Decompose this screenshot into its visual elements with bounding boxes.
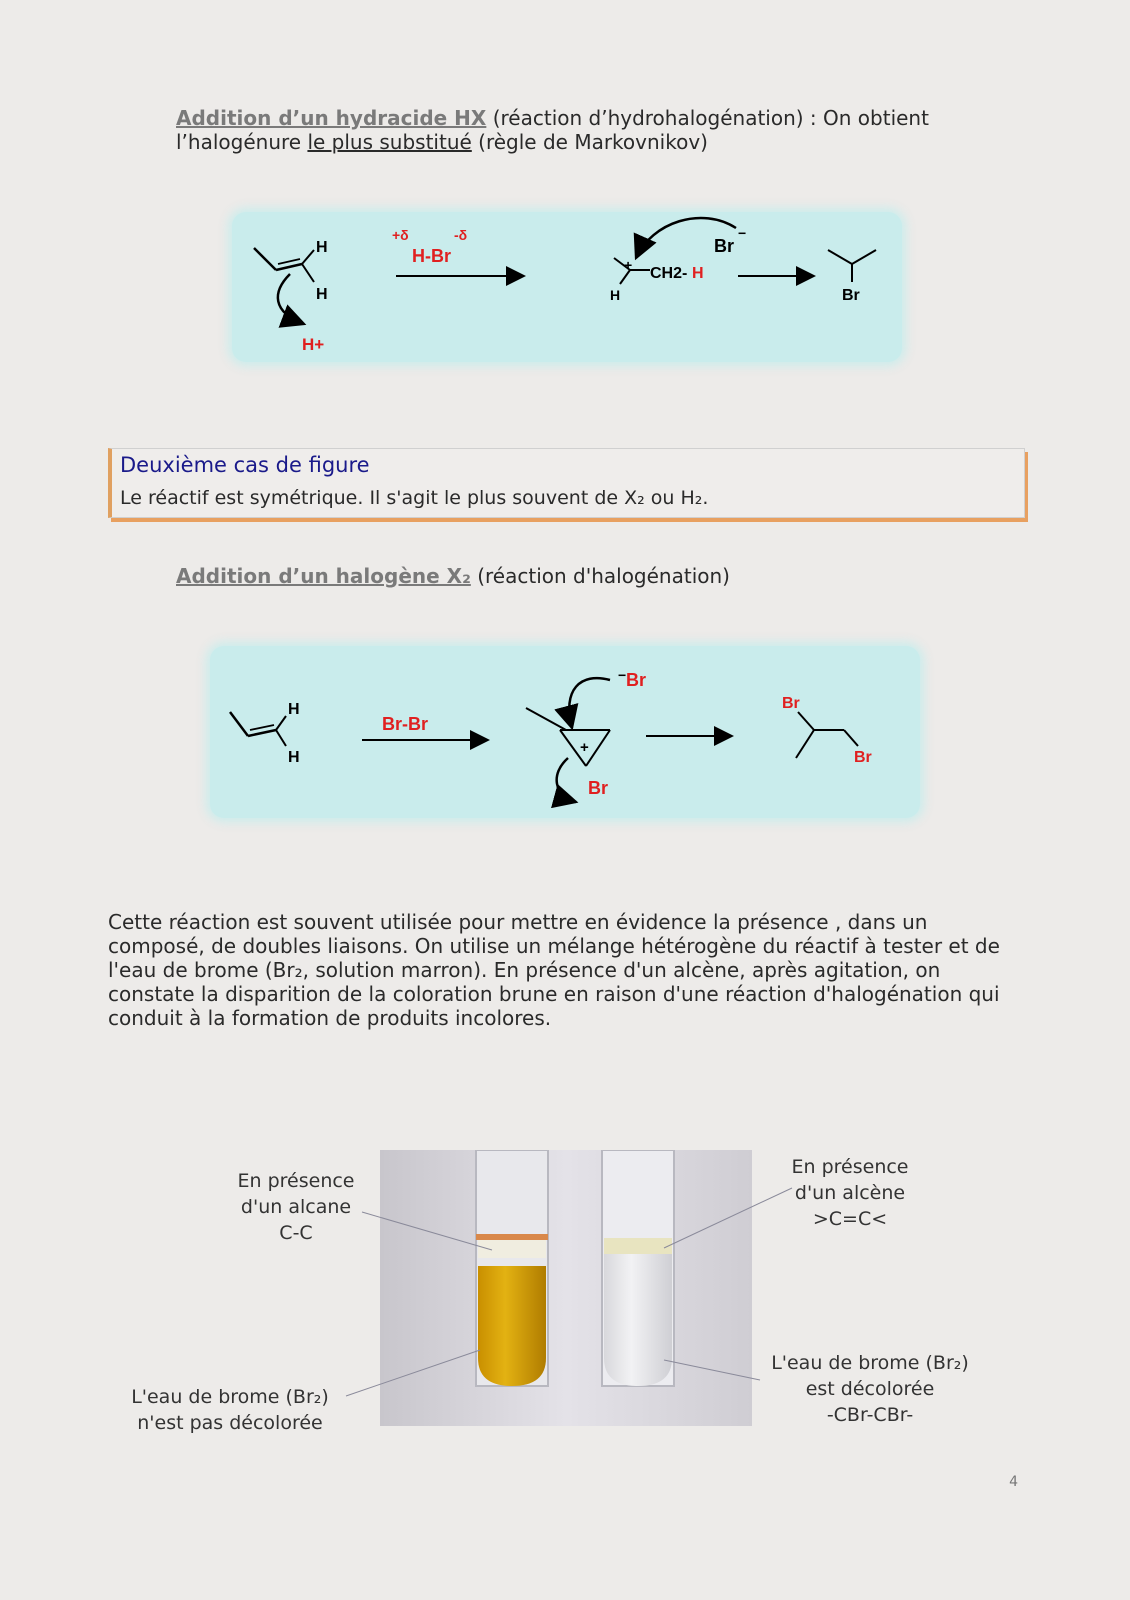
page-number: 4 <box>1009 1474 1018 1490</box>
section1-title-rest: (réaction d’hydrohalogénation) : On obtient <box>492 106 929 130</box>
scheme1-h-small: H <box>610 287 621 303</box>
scheme2-product-br2: Br <box>854 749 872 766</box>
label-decolored-line2: est décolorée <box>805 1378 935 1400</box>
scheme1-bromide-charge: − <box>738 225 747 241</box>
label-alcene-line2: d'un alcène <box>794 1182 906 1204</box>
scheme2-h-bottom: H <box>288 749 300 766</box>
section1-line2-post: (règle de Markovnikov) <box>478 130 708 154</box>
scheme1-cation-charge: + <box>624 257 633 273</box>
label-decolored-line3: -CBr-CBr- <box>826 1404 914 1426</box>
scheme1-h-bottom: H <box>316 286 328 303</box>
label-alcane-line1: En présence <box>237 1170 355 1192</box>
scheme1-reagent: H-Br <box>412 246 451 266</box>
box-title: Deuxième cas de figure <box>120 453 370 477</box>
scheme1-h-red: H <box>692 265 704 282</box>
label-alcene-line3: >C=C< <box>812 1208 888 1230</box>
scheme2-h-top: H <box>288 701 300 718</box>
scheme2-reagent: Br-Br <box>382 714 429 734</box>
section2-title: Addition d’un halogène X₂ <box>176 564 471 588</box>
box-text: Le réactif est symétrique. Il s'agit le plus souvent de X₂ ou H₂. <box>120 487 709 509</box>
scheme1-product-br: Br <box>842 287 860 304</box>
scheme1-bromide: Br <box>714 236 735 256</box>
section1-title: Addition d’un hydracide HX <box>176 106 487 130</box>
scheme1-ch2: CH2- <box>650 265 688 282</box>
scheme2-bromide: Br <box>626 670 647 690</box>
scheme1-delta-plus: +δ <box>392 227 409 243</box>
scheme2-bromonium-br: Br <box>588 778 609 798</box>
label-not-decolored-line2: n'est pas décolorée <box>137 1412 323 1434</box>
section1-line2-underlined: le plus substitué <box>307 130 472 154</box>
scheme2-bromonium-charge: + <box>580 739 589 756</box>
scheme2-bromide-charge: − <box>618 667 627 683</box>
scheme2-product-br1: Br <box>782 695 800 712</box>
scheme1-delta-minus: -δ <box>454 227 468 243</box>
label-decolored-line1: L'eau de brome (Br₂) <box>771 1352 969 1374</box>
scheme1-h-top: H <box>316 239 328 256</box>
section2-title-rest: (réaction d'halogénation) <box>477 564 730 588</box>
label-alcane-line2: d'un alcane <box>240 1196 352 1218</box>
label-not-decolored-line1: L'eau de brome (Br₂) <box>131 1386 329 1408</box>
label-alcene-line1: En présence <box>791 1156 909 1178</box>
section1-line2-pre: l’halogénure <box>176 130 302 154</box>
explanation-paragraph: Cette réaction est souvent utilisée pour mettre en évidence la présence , dans un composé, de doubles liaisons. On utilise un mélange hétérogène du réactif à tester et de l'eau de brome (Br₂, solution marron). En présence d'un alcène, après agitation, on constate la disparition de la coloration brune en raison d'une réaction d'halogénation qui conduit à la formation de produits incolores. <box>108 910 1000 1030</box>
scheme1-h-plus: H+ <box>302 335 325 354</box>
label-alcane-line3: C-C <box>279 1222 313 1244</box>
